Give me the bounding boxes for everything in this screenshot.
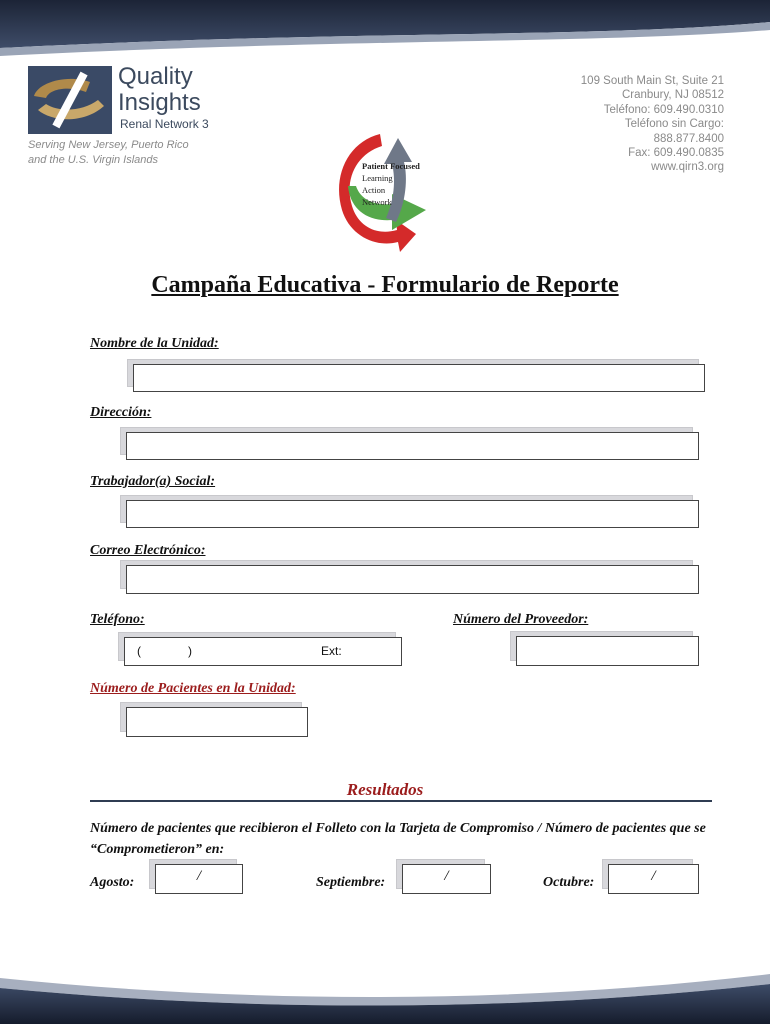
august-ratio-field[interactable]: / [155,864,243,894]
address-line: Cranbury, NJ 08512 [621,89,724,102]
month-label-october: Octubre: [543,875,595,890]
serving-text [28,138,228,168]
plan-line4: Network [362,197,392,207]
address-label: Dirección: [90,405,152,420]
phone-label: Teléfono: [90,612,145,627]
quality-insights-logo-icon [28,66,112,134]
email-label: Correo Electrónico: [90,543,206,558]
unit-name-label: Nombre de la Unidad: [90,336,219,351]
plan-line1: Patient Focused [362,161,420,171]
fax-line: Fax: 609.490.0835 [628,147,724,160]
results-heading: Resultados [346,780,424,799]
plan-line3: Action [362,185,386,195]
social-worker-label: Trabajador(a) Social: [90,474,216,489]
plan-line2: Learning [362,173,393,183]
form-title: Campaña Educativa - Formulario de Reporte [151,272,619,298]
plan-logo-text [362,160,420,208]
logo-wordmark [118,64,201,116]
provider-number-label: Número del Proveedor: [453,612,589,627]
logo-name-line1: Quality [118,63,193,90]
results-divider [90,800,712,802]
serving-line1: Serving New Jersey, Puerto Rico [28,139,189,151]
october-ratio-field[interactable]: / [608,864,699,894]
logo-name-line2: Insights [118,89,201,116]
phone-open-paren: ( [137,644,141,658]
toll-free-number: 888.877.8400 [653,132,724,145]
month-label-august: Agosto: [90,875,135,890]
phone-close-paren: ) [188,644,192,658]
address-line: 109 South Main St, Suite 21 [580,75,724,87]
website-line: www.qirn3.org [651,161,724,174]
email-field[interactable] [126,565,699,594]
toll-free-label: Teléfono sin Cargo: [624,118,724,131]
patients-count-field[interactable] [126,707,308,737]
unit-name-field[interactable] [133,364,705,392]
month-label-september: Septiembre: [316,875,386,890]
results-description: Número de pacientes que recibieron el Folleto con la Tarjeta de Compromiso / Número de pacientes que se “Comprometieron” en: [90,821,706,857]
address-field[interactable] [126,432,699,460]
patients-count-label: Número de Pacientes en la Unidad: [90,681,296,696]
phone-ext-label: Ext: [321,644,342,658]
bottom-banner-swoosh [0,964,770,1024]
social-worker-field[interactable] [126,500,699,528]
phone-field[interactable] [124,637,402,666]
provider-number-field[interactable] [516,636,699,666]
contact-address [581,74,724,175]
logo-subtitle: Renal Network 3 [120,117,209,131]
phone-line: Teléfono: 609.490.0310 [603,103,724,116]
september-ratio-field[interactable]: / [402,864,491,894]
top-banner-swoosh [0,0,770,60]
serving-line2: and the U.S. Virgin Islands [28,154,159,166]
